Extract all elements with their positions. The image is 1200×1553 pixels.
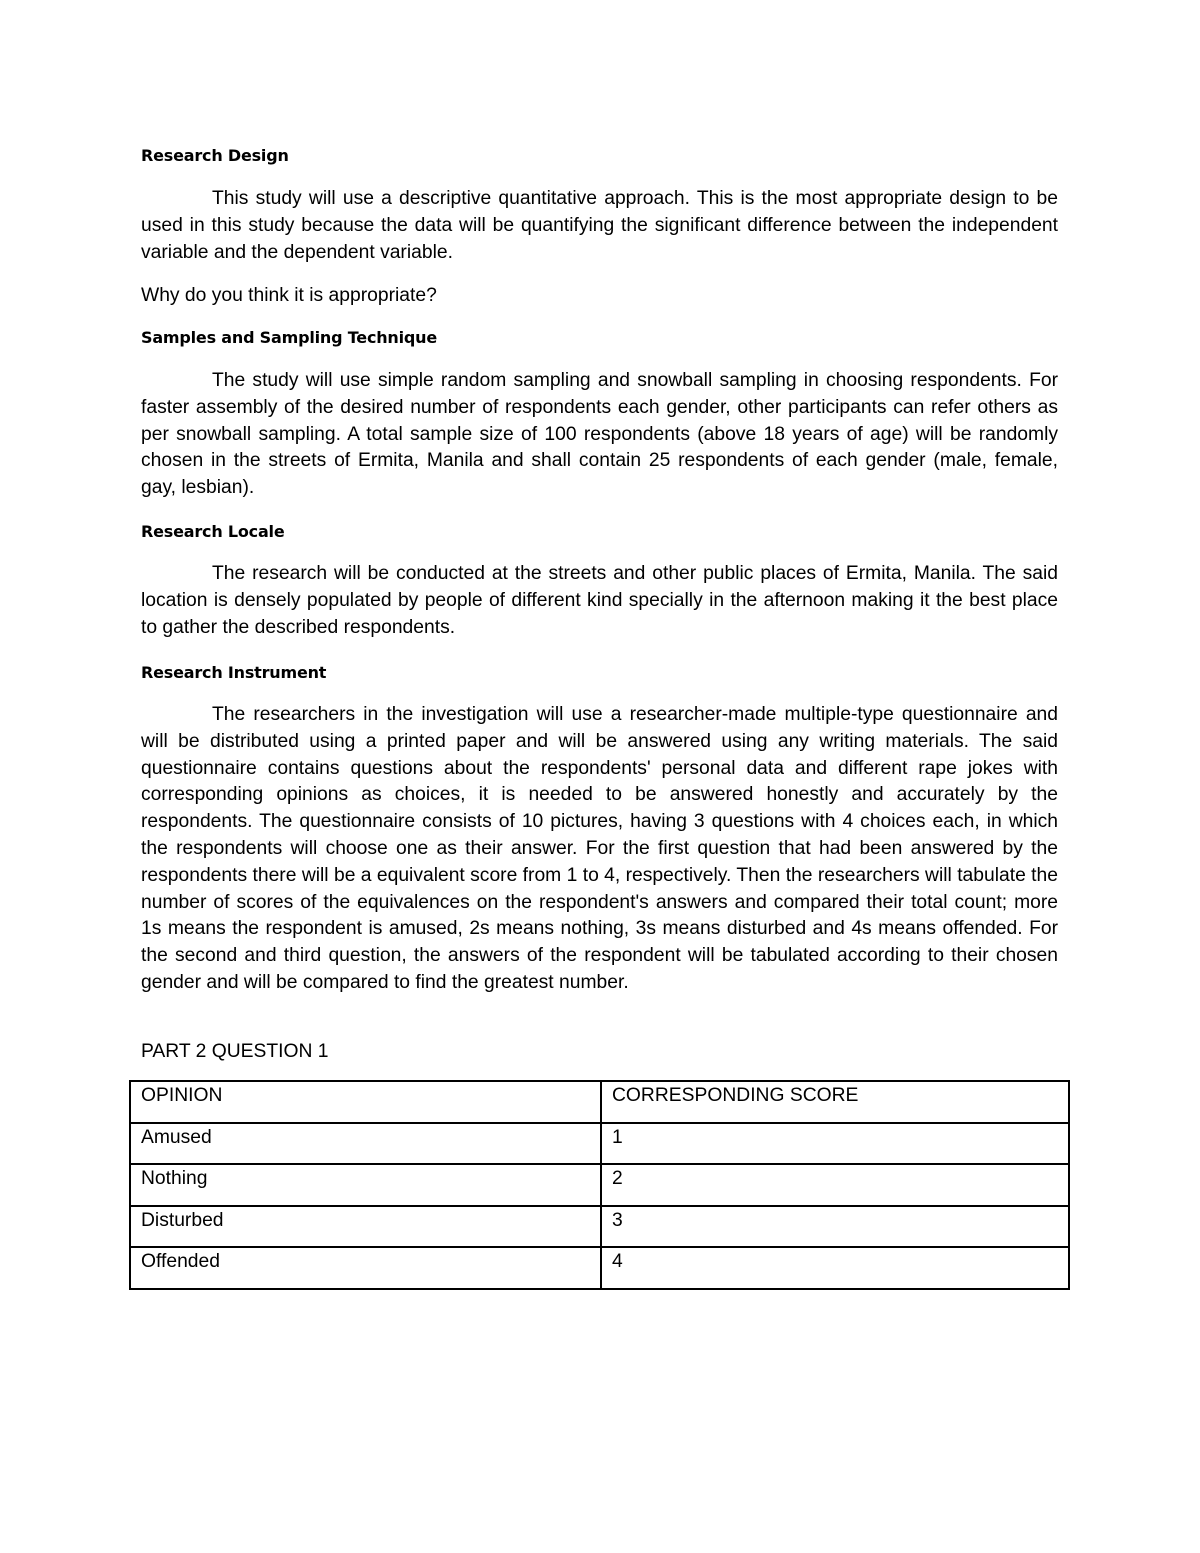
- sampling-paragraph: The study will use simple random sampling and snowball sampling in choosing respondents. For faster assembly of the desired number of respondents each gender, other participants can refer others as per snowball sampling. A total sample size of 100 respondents (above 18 years of age) will be randomly chosen in the streets of Ermita, Manila and shall contain 25 respondents of each gender (male, female, gay, lesbian).: [141, 370, 1058, 499]
- opinion-cell: Disturbed: [130, 1206, 601, 1248]
- sampling-heading: Samples and Sampling Technique: [141, 328, 438, 347]
- table-row: [130, 1164, 1069, 1206]
- opinion-cell: Amused: [130, 1123, 601, 1165]
- opinion-score-table-container: [129, 1080, 1070, 1290]
- opinion-score-table: [129, 1080, 1070, 1290]
- opinion-cell: Offended: [130, 1247, 601, 1289]
- table-header-row: [130, 1081, 1069, 1123]
- score-cell: 1: [601, 1123, 1069, 1165]
- table-row: [130, 1123, 1069, 1165]
- header-cell-opinion: OPINION: [130, 1081, 601, 1123]
- instrument-heading: Research Instrument: [141, 663, 327, 682]
- score-cell: 2: [601, 1164, 1069, 1206]
- table-row: [130, 1206, 1069, 1248]
- research-design-paragraph: This study will use a descriptive quantitative approach. This is the most appropriate design to be used in this study because the data will be quantifying the significant difference between the independent variable and the dependent variable.: [141, 188, 1058, 263]
- locale-heading: Research Locale: [141, 522, 285, 541]
- part2-title: PART 2 QUESTION 1: [141, 1041, 329, 1062]
- header-cell-score: CORRESPONDING SCORE: [601, 1081, 1069, 1123]
- score-cell: 3: [601, 1206, 1069, 1248]
- locale-paragraph: The research will be conducted at the streets and other public places of Ermita, Manila. The said location is densely populated by people of different kind specially in the afternoon making it the best place to gather the described respondents.: [141, 563, 1058, 638]
- opinion-cell: Nothing: [130, 1164, 601, 1206]
- appropriateness-question: Why do you think it is appropriate?: [141, 285, 437, 306]
- score-cell: 4: [601, 1247, 1069, 1289]
- table-row: [130, 1247, 1069, 1289]
- research-design-heading: Research Design: [141, 146, 289, 165]
- instrument-paragraph: The researchers in the investigation will use a researcher-made multiple-type questionnaire and will be distributed using a printed paper and will be answered using any writing materials. The said questionnaire contains questions about the respondents' personal data and different rape jokes with corresponding opinions as choices, it is needed to be answered honestly and accurately by the respondents. The questionnaire consists of 10 pictures, having 3 questions with 4 choices each, in which the respondents will choose one as their answer. For the first question that had been answered by the respondents there will be a equivalent score from 1 to 4, respectively. Then the researchers will tabulate the number of scores of the equivalences on the respondent's answers and compared their total count; more 1s means the respondent is amused, 2s means nothing, 3s means disturbed and 4s means offended. For the second and third question, the answers of the respondent will be tabulated according to their chosen gender and will be compared to find the greatest number.: [141, 704, 1058, 993]
